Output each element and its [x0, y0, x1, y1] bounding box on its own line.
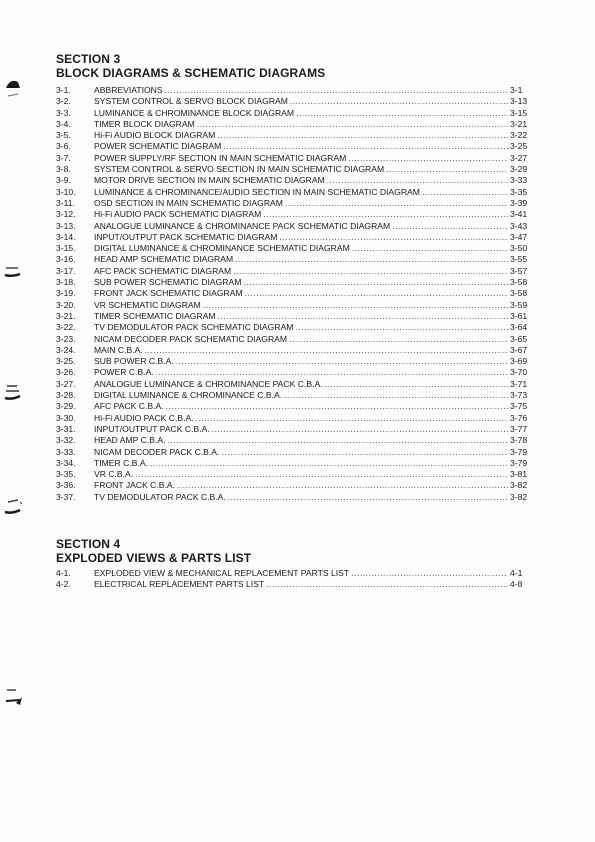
dot-leader	[295, 322, 508, 333]
dot-leader	[245, 288, 508, 299]
entry-page: 3-79	[510, 446, 528, 457]
entry-page: 4-1	[510, 568, 523, 578]
dot-leader	[285, 198, 508, 209]
entry-page: 3-59	[510, 299, 528, 310]
entry-title: FRONT JACK C.B.A.	[94, 480, 176, 491]
entry-number: 3-23.	[56, 333, 76, 344]
entry-title: ANALOGUE LUMINANCE & CHROMINANCE PACK C.B.A.	[94, 378, 323, 389]
entry-page: 4-8	[510, 579, 523, 590]
entry-number: 3-28.	[56, 390, 76, 401]
dot-leader	[325, 379, 508, 390]
entry-title: POWER SUPPLY/RF SECTION IN MAIN SCHEMATIC DIAGRAM	[94, 152, 347, 163]
dot-leader	[296, 108, 508, 119]
entry-number: 3-29.	[56, 401, 76, 412]
toc-entry	[56, 345, 540, 356]
entry-title: ABBREVIATIONS	[94, 85, 163, 95]
entry-number: 3-31.	[56, 423, 76, 434]
entry-page: 3-33	[510, 175, 528, 186]
dot-leader	[156, 367, 508, 378]
toc-entry	[56, 300, 540, 311]
toc-entry	[56, 277, 540, 288]
dot-leader	[218, 311, 508, 322]
entry-title: Hi-Fi AUDIO PACK SCHEMATIC DIAGRAM	[94, 209, 262, 220]
entry-title: AFC PACK C.B.A.	[94, 401, 164, 412]
dot-leader	[165, 85, 508, 96]
section-4-entries	[56, 568, 540, 591]
entry-title: DIGITAL LUMINANCE & CHROMINANCE SCHEMATIC DIAGRAM	[94, 243, 350, 254]
toc-entry	[56, 435, 540, 446]
entry-page: 3-57	[510, 265, 528, 276]
dot-leader	[352, 243, 508, 254]
entry-title: TIMER SCHEMATIC DIAGRAM	[94, 310, 216, 321]
entry-page: 3-25	[510, 141, 528, 152]
toc-entry	[56, 243, 540, 254]
entry-title: VR SCHEMATIC DIAGRAM	[94, 299, 201, 310]
dot-leader	[279, 232, 508, 243]
dot-leader	[166, 401, 508, 412]
binding-hole-mark-icon	[2, 262, 24, 280]
section-title: BLOCK DIAGRAMS & SCHEMATIC DIAGRAMS	[56, 66, 326, 80]
dot-leader	[233, 266, 508, 277]
dot-leader	[212, 424, 508, 435]
toc-entry	[56, 221, 540, 232]
entry-title: MOTOR DRIVE SECTION IN MAIN SCHEMATIC DIAGRAM	[94, 175, 325, 186]
dot-leader	[203, 300, 508, 311]
section-3-heading	[56, 52, 536, 80]
entry-number: 3-27.	[56, 378, 76, 389]
entry-number: 3-13.	[56, 220, 76, 231]
dot-leader	[223, 141, 508, 152]
section-4-heading	[56, 537, 536, 565]
entry-page: 3-47	[510, 231, 528, 242]
dot-leader	[266, 579, 508, 590]
dot-leader	[392, 221, 508, 232]
entry-number: 3-32.	[56, 435, 76, 446]
dot-leader	[135, 469, 508, 480]
entry-number: 3-5.	[56, 130, 71, 141]
toc-entry	[56, 579, 540, 590]
dot-leader	[167, 435, 508, 446]
section-title: EXPLODED VIEWS & PARTS LIST	[56, 551, 252, 565]
toc-entry	[56, 96, 540, 107]
toc-entry	[56, 187, 540, 198]
entry-page: 3-39	[510, 197, 528, 208]
dot-leader	[145, 345, 508, 356]
toc-entry	[56, 447, 540, 458]
toc-entry	[56, 458, 540, 469]
entry-number: 3-15.	[56, 243, 76, 254]
dot-leader	[351, 568, 508, 579]
entry-page: 3-61	[510, 310, 528, 321]
entry-title: OSD SECTION IN MAIN SCHEMATIC DIAGRAM	[94, 197, 283, 208]
entry-page: 3-15	[510, 107, 528, 118]
toc-entry	[56, 164, 540, 175]
toc-entry	[56, 266, 540, 277]
dot-leader	[243, 277, 508, 288]
dot-leader	[348, 153, 508, 164]
toc-entry	[56, 568, 540, 579]
entry-title: POWER C.B.A.	[94, 367, 154, 378]
toc-entry	[56, 141, 540, 152]
entry-title: ELECTRICAL REPLACEMENT PARTS LIST	[94, 579, 265, 590]
dot-leader	[289, 334, 508, 345]
toc-entry	[56, 198, 540, 209]
entry-page: 3-76	[510, 412, 528, 423]
entry-number: 3-2.	[56, 96, 71, 107]
entry-page: 3-41	[510, 209, 528, 220]
dot-leader	[290, 96, 508, 107]
binding-hole-mark-icon	[2, 685, 26, 711]
entry-number: 3-8.	[56, 164, 71, 175]
entry-number: 3-1.	[56, 85, 71, 95]
section-number: SECTION 4	[56, 537, 121, 551]
dot-leader	[176, 356, 508, 367]
toc-entry	[56, 153, 540, 164]
entry-title: DIGITAL LUMINANCE & CHROMINANCE C.B.A.	[94, 390, 283, 401]
entry-title: SUB POWER SCHEMATIC DIAGRAM	[94, 277, 242, 288]
entry-page: 3-73	[510, 390, 528, 401]
toc-entry	[56, 311, 540, 322]
binding-hole-mark-icon	[2, 496, 26, 518]
section-number: SECTION 3	[56, 52, 121, 66]
entry-number: 3-24.	[56, 344, 76, 355]
binding-hole-mark-icon	[2, 76, 24, 98]
entry-page: 3-43	[510, 220, 528, 231]
entry-number: 4-1.	[56, 568, 71, 578]
entry-title: ANALOGUE LUMINANCE & CHROMINANCE PACK SCHEMATIC DIAGRAM	[94, 220, 391, 231]
dot-leader	[235, 254, 508, 265]
entry-page: 3-58	[510, 277, 528, 288]
entry-title: Hi-Fi AUDIO PACK C.B.A.	[94, 412, 194, 423]
entry-title: TIMER C.B.A.	[94, 457, 148, 468]
entry-title: FRONT JACK SCHEMATIC DIAGRAM	[94, 288, 243, 299]
entry-title: HEAD AMP C.B.A.	[94, 435, 166, 446]
entry-number: 3-10.	[56, 186, 76, 197]
toc-entry	[56, 367, 540, 378]
entry-title: NICAM DECODER PACK SCHEMATIC DIAGRAM	[94, 333, 288, 344]
dot-leader	[228, 492, 508, 503]
entry-page: 3-64	[510, 322, 528, 333]
entry-title: TV DEMODULATOR PACK SCHEMATIC DIAGRAM	[94, 322, 294, 333]
entry-number: 3-11.	[56, 197, 75, 208]
dot-leader	[263, 209, 508, 220]
entry-page: 3-50	[510, 243, 528, 254]
toc-entry	[56, 334, 540, 345]
entry-page: 3-58	[510, 288, 528, 299]
entry-page: 3-13	[510, 96, 528, 107]
entry-number: 3-12.	[56, 209, 76, 220]
entry-title: SYSTEM CONTROL & SERVO BLOCK DIAGRAM	[94, 96, 288, 107]
entry-title: TV DEMODULATOR PACK C.B.A.	[94, 491, 226, 502]
entry-number: 3-19.	[56, 288, 76, 299]
entry-page: 3-35	[510, 186, 528, 197]
toc-entry	[56, 85, 540, 96]
entry-page: 3-70	[510, 367, 528, 378]
entry-number: 3-20.	[56, 299, 76, 310]
entry-number: 3-26.	[56, 367, 76, 378]
entry-page: 3-22	[510, 130, 528, 141]
dot-leader	[217, 130, 508, 141]
toc-entry	[56, 390, 540, 401]
dot-leader	[327, 175, 508, 186]
entry-number: 3-7.	[56, 152, 71, 163]
dot-leader	[422, 187, 508, 198]
entry-number: 3-3.	[56, 107, 71, 118]
entry-page: 3-27	[510, 152, 528, 163]
entry-number: 3-17.	[56, 265, 76, 276]
entry-page: 3-69	[510, 356, 528, 367]
toc-entry	[56, 424, 540, 435]
toc-entry	[56, 209, 540, 220]
section-3-entries	[56, 85, 540, 503]
entry-page: 3-79	[510, 457, 528, 468]
entry-page: 3-78	[510, 435, 528, 446]
entry-title: INPUT/OUTPUT PACK SCHEMATIC DIAGRAM	[94, 231, 278, 242]
entry-page: 3-21	[510, 118, 528, 129]
entry-number: 3-22.	[56, 322, 76, 333]
entry-number: 3-36.	[56, 480, 76, 491]
entry-number: 4-2.	[56, 579, 71, 590]
toc-entry	[56, 232, 540, 243]
entry-title: TIMER BLOCK DIAGRAM	[94, 118, 195, 129]
entry-page: 3-82	[510, 491, 528, 502]
entry-number: 3-25.	[56, 356, 76, 367]
entry-number: 3-21.	[56, 310, 76, 321]
toc-entry	[56, 469, 540, 480]
entry-title: SYSTEM CONTROL & SERVO SECTION IN MAIN SCHEMATIC DIAGRAM	[94, 164, 385, 175]
entry-number: 3-18.	[56, 277, 76, 288]
entry-page: 3-55	[510, 254, 528, 265]
entry-number: 3-16.	[56, 254, 76, 265]
entry-title: HEAD AMP SCHEMATIC DIAGRAM	[94, 254, 234, 265]
binding-hole-mark-icon	[2, 380, 24, 404]
toc-entry	[56, 322, 540, 333]
dot-leader	[221, 447, 508, 458]
entry-page: 3-81	[510, 469, 528, 480]
entry-title: NICAM DECODER PACK C.B.A.	[94, 446, 220, 457]
entry-title: EXPLODED VIEW & MECHANICAL REPLACEMENT PARTS LIST	[94, 568, 350, 578]
entry-page: 3-29	[510, 164, 528, 175]
toc-entry	[56, 480, 540, 491]
entry-title: INPUT/OUTPUT PACK C.B.A.	[94, 423, 210, 434]
toc-entry	[56, 254, 540, 265]
dot-leader	[284, 390, 508, 401]
toc-entry	[56, 108, 540, 119]
toc-entry	[56, 119, 540, 130]
entry-title: SUB POWER C.B.A.	[94, 356, 174, 367]
entry-number: 3-34.	[56, 457, 76, 468]
entry-page: 3-65	[510, 333, 528, 344]
entry-title: POWER SCHEMATIC DIAGRAM	[94, 141, 222, 152]
entry-number: 3-6.	[56, 141, 71, 152]
dot-leader	[197, 119, 508, 130]
entry-title: LUMINANCE & CHROMINANCE/AUDIO SECTION IN MAIN SCHEMATIC DIAGRAM	[94, 186, 420, 197]
entry-title: AFC PACK SCHEMATIC DIAGRAM	[94, 265, 232, 276]
toc-entry	[56, 175, 540, 186]
toc-entry	[56, 492, 540, 503]
entry-title: Hi-Fi AUDIO BLOCK DIAGRAM	[94, 130, 216, 141]
toc-entry	[56, 356, 540, 367]
entry-number: 3-4.	[56, 118, 71, 129]
entry-number: 3-37.	[56, 491, 76, 502]
entry-page: 3-71	[510, 378, 528, 389]
entry-page: 3-75	[510, 401, 528, 412]
toc-entry	[56, 288, 540, 299]
entry-number: 3-30.	[56, 412, 76, 423]
entry-page: 3-77	[510, 423, 528, 434]
toc-entry	[56, 401, 540, 412]
dot-leader	[386, 164, 508, 175]
entry-page: 3-1	[510, 85, 523, 95]
dot-leader	[177, 480, 508, 491]
entry-number: 3-33.	[56, 446, 76, 457]
toc-entry	[56, 130, 540, 141]
toc-entry	[56, 379, 540, 390]
dot-leader	[150, 458, 508, 469]
entry-title: LUMINANCE & CHROMINANCE BLOCK DIAGRAM	[94, 107, 295, 118]
entry-page: 3-82	[510, 480, 528, 491]
entry-number: 3-35.	[56, 469, 76, 480]
toc-entry	[56, 413, 540, 424]
entry-number: 3-9.	[56, 175, 71, 186]
entry-title: MAIN C.B.A.	[94, 344, 143, 355]
entry-title: VR C.B.A.	[94, 469, 134, 480]
entry-number: 3-14.	[56, 231, 76, 242]
dot-leader	[196, 413, 508, 424]
entry-page: 3-67	[510, 344, 528, 355]
